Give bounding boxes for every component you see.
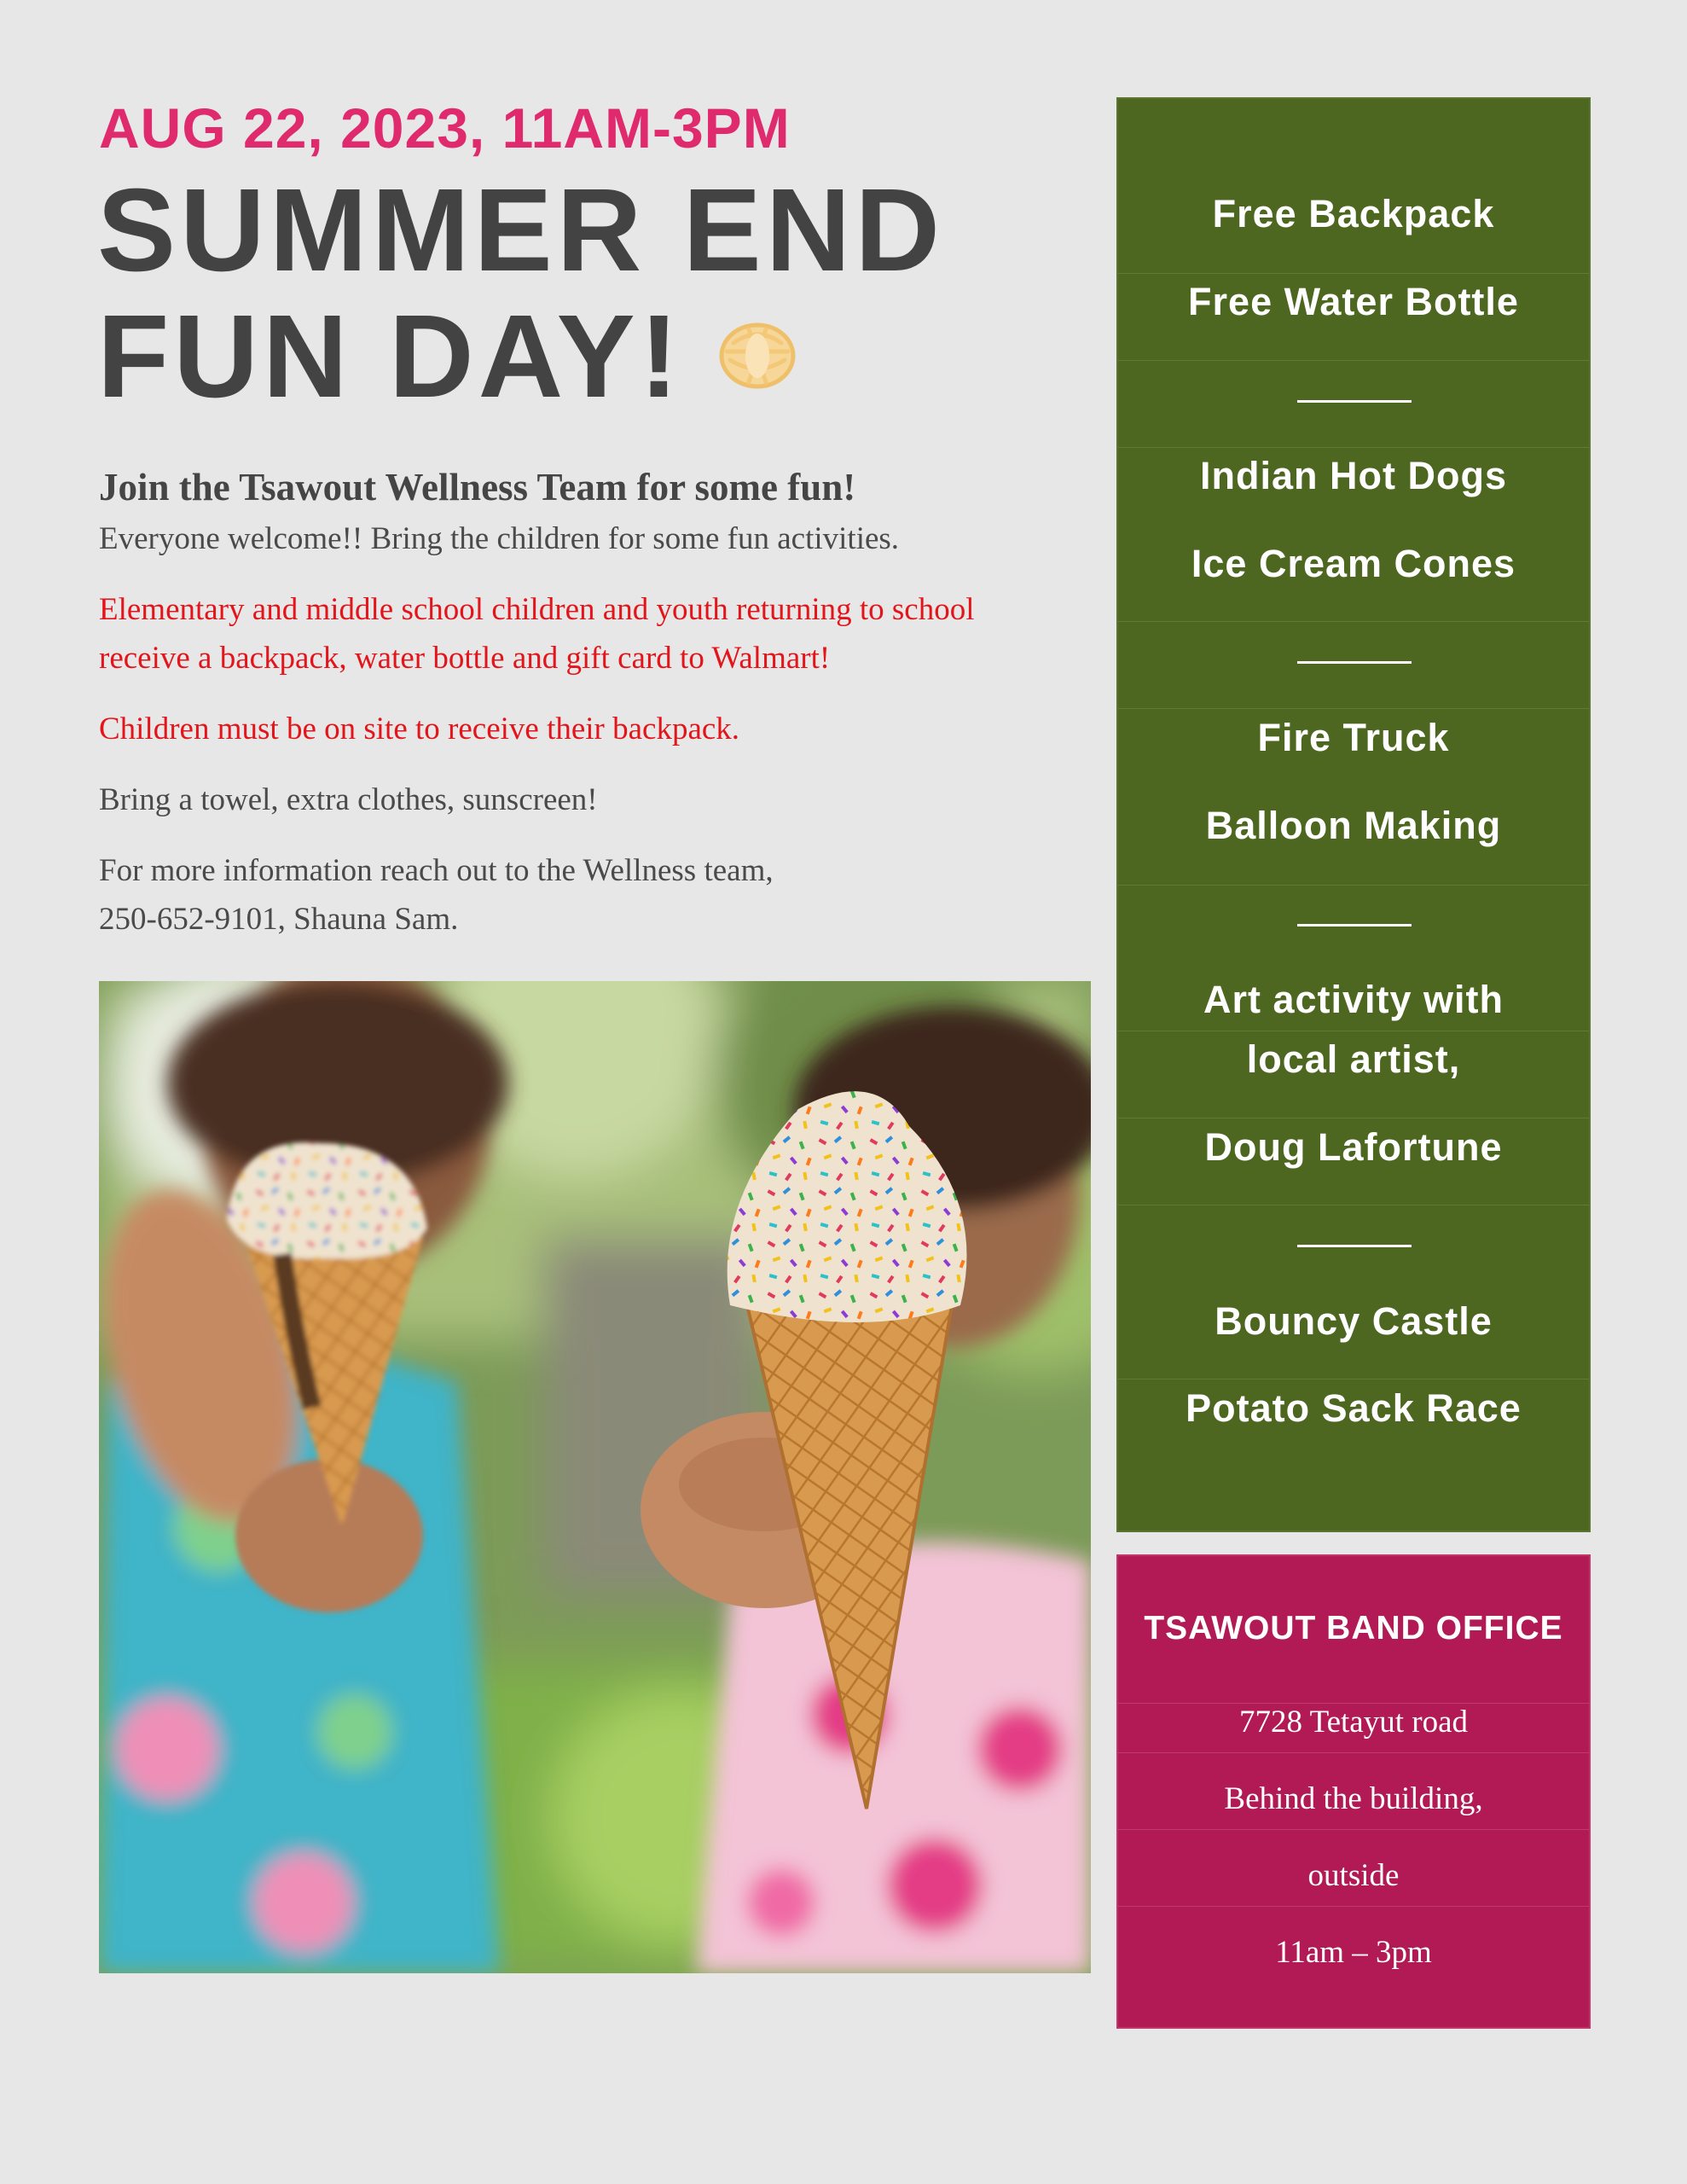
separator xyxy=(1118,360,1589,447)
intro-lead: Join the Tsawout Wellness Team for some fun! xyxy=(99,466,856,508)
separator xyxy=(1118,621,1589,708)
welcome-text: Everyone welcome!! Bring the children for some fun activities. xyxy=(99,521,900,556)
activity-artist-name: Doug Lafortune xyxy=(1204,1125,1503,1169)
activity-art-line-2: local artist, xyxy=(1246,1037,1461,1081)
location-address: 7728 Tetayut road xyxy=(1239,1705,1468,1740)
activity-ice-cream-cones: Ice Cream Cones xyxy=(1191,542,1516,585)
activity-balloon-making: Balloon Making xyxy=(1205,804,1502,847)
activity-fire-truck: Fire Truck xyxy=(1257,716,1450,759)
location-office: TSAWOUT BAND OFFICE xyxy=(1144,1610,1563,1647)
activity-free-water-bottle: Free Water Bottle xyxy=(1188,280,1519,323)
title-line-1: SUMMER END xyxy=(97,165,945,296)
location-panel xyxy=(1118,1556,1589,2027)
activity-free-backpack: Free Backpack xyxy=(1212,192,1495,235)
sun-doodle-icon xyxy=(715,317,800,394)
location-place-1: Behind the building, xyxy=(1224,1781,1483,1816)
event-date: AUG 22, 2023, 11AM-3PM xyxy=(99,96,791,160)
activity-bouncy-castle: Bouncy Castle xyxy=(1215,1299,1493,1343)
backpack-note: Elementary and middle school children and youth returning to school receive a backpack, water bottle and gift card to Walmart! xyxy=(99,592,975,676)
activity-art-line-1: Art activity with xyxy=(1203,978,1504,1021)
activities-panel xyxy=(1118,99,1589,1531)
contact-line-1: For more information reach out to the Wellness team, xyxy=(99,853,774,888)
separator xyxy=(1118,1205,1589,1292)
separator xyxy=(1118,884,1589,971)
location-hours: 11am – 3pm xyxy=(1275,1935,1432,1970)
activity-potato-sack-race: Potato Sack Race xyxy=(1186,1386,1522,1430)
contact-line-2: 250-652-9101, Shauna Sam. xyxy=(99,902,459,937)
ice-cream-photo xyxy=(99,981,1091,1973)
onsite-note: Children must be on site to receive their backpack. xyxy=(99,712,740,746)
activity-indian-hot-dogs: Indian Hot Dogs xyxy=(1200,454,1507,497)
title-line-2: FUN DAY! xyxy=(97,291,683,422)
contact-info xyxy=(99,846,1071,944)
intro-text xyxy=(99,465,1071,966)
event-title xyxy=(97,167,1078,420)
location-place-2: outside xyxy=(1307,1858,1400,1893)
bring-items-text: Bring a towel, extra clothes, sunscreen! xyxy=(99,782,598,817)
